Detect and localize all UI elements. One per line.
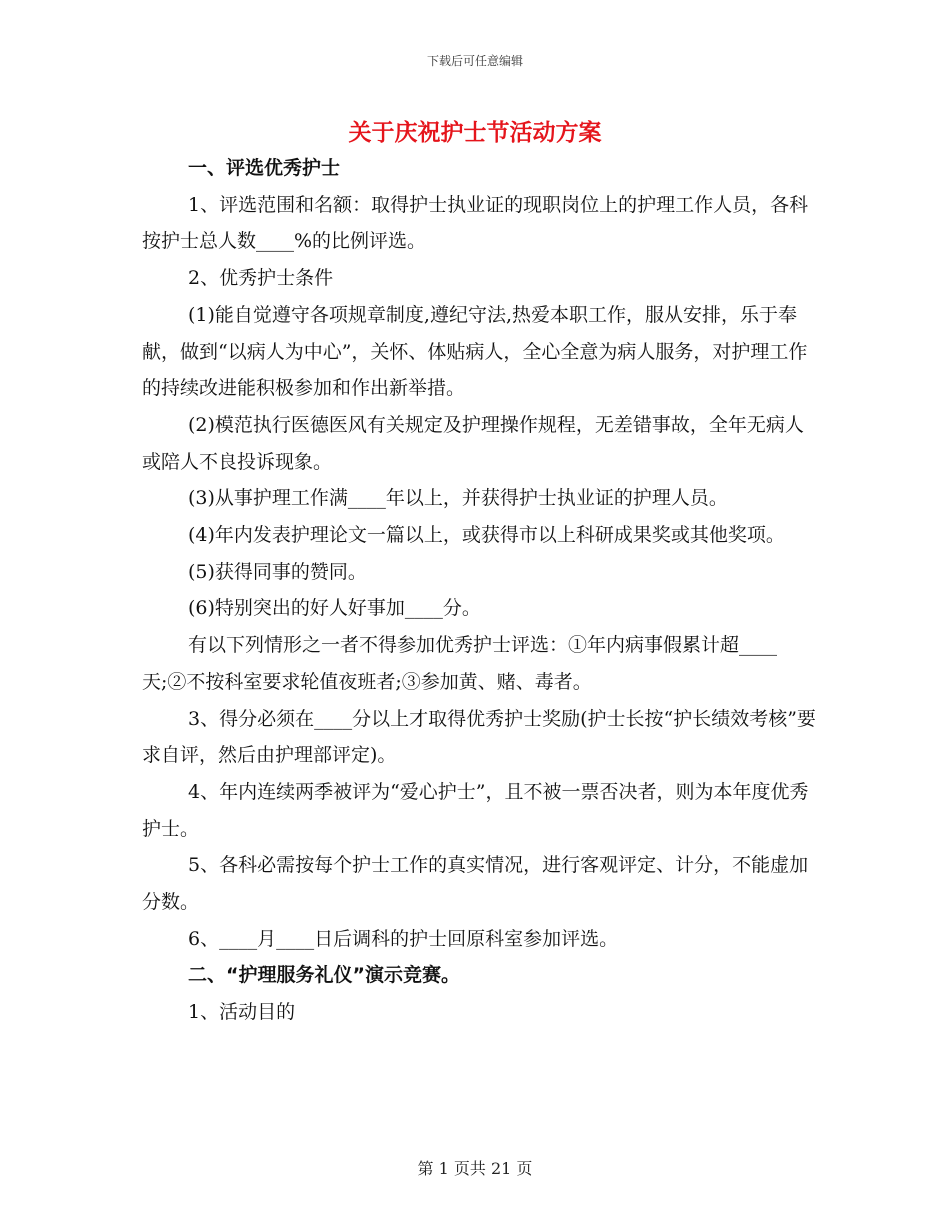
section-heading-2: 二、“护理服务礼仪”演示竞赛。: [188, 964, 460, 987]
paragraph: (4)年内发表护理论文一篇以上，或获得市以上科研成果奖或其他奖项。: [188, 524, 785, 547]
paragraph: (2)模范执行医德医风有关规定及护理操作规程，无差错事故，全年无病人或陪人不良投诉现象。: [142, 413, 804, 473]
paragraph: 有以下列情形之一者不得参加优秀护士评选：①年内病事假累计超____天;②不按科室要求轮值夜班者;③参加黄、赌、毒者。: [142, 634, 778, 693]
section-heading-1: 一、评选优秀护士: [188, 157, 341, 179]
paragraph: 6、____月____日后调科的护士回原科室参加评选。: [188, 927, 619, 950]
paragraph: 3、得分必须在____分以上才取得优秀护士奖励(护士长按“护长绩效考核”要求自评，然后由护理部评定)。: [142, 707, 816, 767]
paragraph: 1、活动目的: [188, 1001, 296, 1024]
paragraph: (5)获得同事的赞同。: [188, 560, 367, 583]
page-number: 第 1 页共 21 页: [417, 1159, 533, 1178]
paragraph: 1、评选范围和名额：取得护士执业证的现职岗位上的护理工作人员，各科按护士总人数____%的比例评选。: [142, 193, 809, 253]
paragraph: 4、年内连续两季被评为“爱心护士”，且不被一票否决者，则为本年度优秀护士。: [142, 780, 809, 840]
paragraph: (3)从事护理工作满____年以上，并获得护士执业证的护理人员。: [188, 487, 728, 510]
paragraph: (6)特别突出的好人好事加____分。: [188, 597, 481, 620]
page-header-note: 下载后可任意编辑: [426, 54, 523, 68]
document-body: [142, 150, 818, 1031]
paragraph: 2、优秀护士条件: [188, 267, 334, 290]
document-title: 关于庆祝护士节活动方案: [348, 120, 602, 146]
paragraph: 5、各科必需按每个护士工作的真实情况，进行客观评定、计分，不能虚加分数。: [142, 854, 809, 914]
paragraph: (1)能自觉遵守各项规章制度,遵纪守法,热爱本职工作，服从安排，乐于奉献，做到“以病人为中心”，关怀、体贴病人，全心全意为病人服务，对护理工作的持续改进能积极参加和作出新举措。: [142, 303, 808, 400]
